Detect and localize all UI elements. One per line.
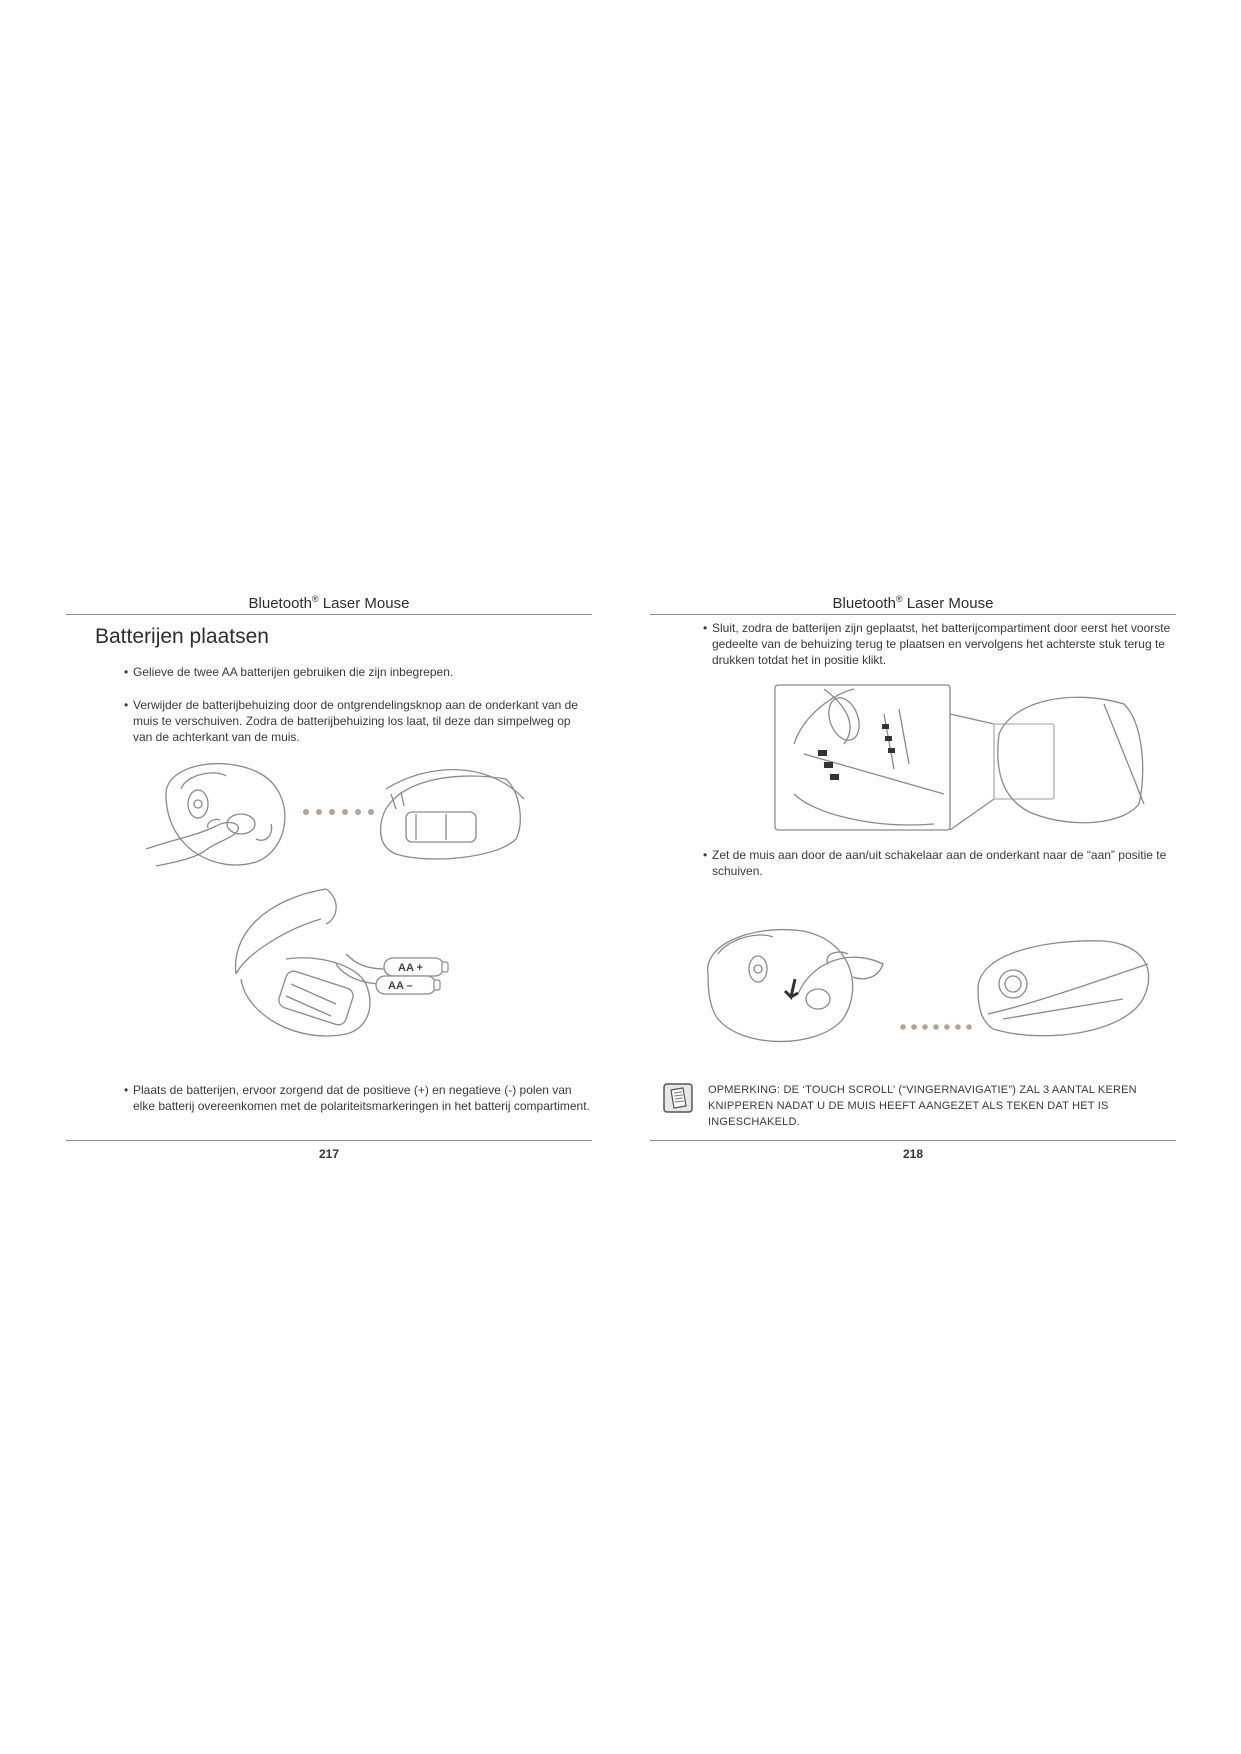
section-title: Batterijen plaatsen (95, 625, 269, 648)
battery-label-negative: AA – (388, 980, 413, 992)
note-icon (662, 1082, 694, 1114)
battery-label-positive: AA + (398, 962, 423, 974)
bullet-batteries-included: • Gelieve de twee AA batterijen gebruiken die zijn inbegrepen. (124, 664, 573, 680)
left-page (66, 594, 592, 1166)
page-header (650, 594, 1176, 612)
header-registered-mark: ® (895, 594, 903, 604)
page-number: 217 (318, 1147, 340, 1161)
header-product: Laser Mouse (906, 595, 994, 612)
footer-rule (66, 1140, 592, 1141)
footer-rule (650, 1140, 1176, 1141)
bullet-polarity: • Plaats de batterijen, ervoor zorgend dat de positieve (+) en negatieve (-) polen van elke batterij overeenkomen met de polariteitsmarkeringen in het batterij compartiment. (124, 1082, 591, 1114)
bullet-remove-cover: • Verwijder de batterijbehuizing door de ontgrendelingsknop aan de onderkant van de muis te verschuiven. Zodra de batterijbehuizing los laat, til deze dan simpelweg op van de achterkant van de muis. (124, 697, 591, 745)
bullet-close-compartment: • Sluit, zodra de batterijen zijn geplaatst, het batterijcompartiment door eerst het voorste gedeelte van de behuizing terug te plaatsen en vervolgens het achterste stuk terug te drukken totdat het in positie klikt. (703, 620, 1175, 668)
header-rule (66, 614, 592, 615)
illustration-remove-cover (146, 754, 526, 869)
illustration-power-switch (703, 919, 1163, 1059)
header-product: Laser Mouse (322, 595, 410, 612)
page-number: 218 (902, 1147, 924, 1161)
right-page (650, 594, 1176, 1166)
page-header (66, 594, 592, 612)
header-brand: Bluetooth (248, 595, 312, 612)
note-text: OPMERKING: DE ‘TOUCH SCROLL’ (“VINGERNAVIGATIE”) ZAL 3 AANTAL KEREN KNIPPEREN NADAT U DE MUIS HEEFT AANGEZET ALS TEKEN DAT HET IS INGESCHAKELD. (708, 1084, 1137, 1128)
illustration-insert-batteries (226, 884, 466, 1044)
bullet-power-on: • Zet de muis aan door de aan/uit schakelaar aan de onderkant naar de “aan” positie te schuiven. (703, 847, 1175, 879)
header-brand: Bluetooth (832, 595, 896, 612)
header-registered-mark: ® (311, 594, 319, 604)
illustration-close-compartment (774, 684, 1154, 834)
header-rule (650, 614, 1176, 615)
